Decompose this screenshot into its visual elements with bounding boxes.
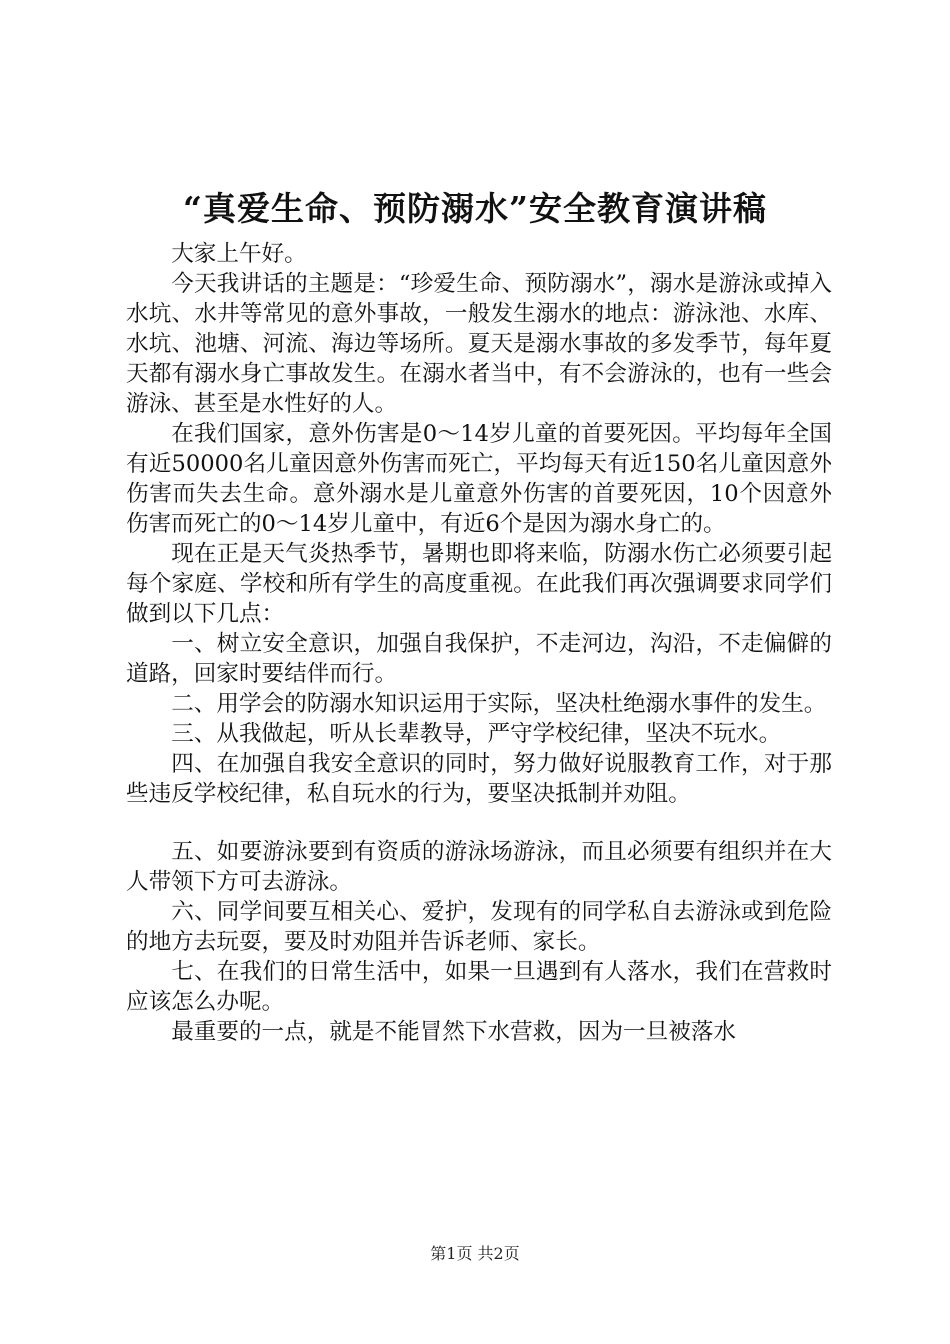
document-title: “真爱生命、预防溺水”安全教育演讲稿	[183, 189, 767, 228]
paragraph-topic: 今天我讲话的主题是：“珍爱生命、预防溺水”，溺水是游泳或掉入水坑、水井等常见的意外事故，一般发生溺水的地点：游泳池、水库、水坑、池塘、河流、海边等场所。夏天是溺水事故的多发季节，每年夏天都有溺水身亡事故发生。在溺水者当中，有不会游泳的，也有一些会游泳、甚至是水性好的人。	[126, 271, 832, 417]
paragraph-point-4: 四、在加强自我安全意识的同时，努力做好说服教育工作，对于那些违反学校纪律，私自玩水的行为，要坚决抵制并劝阻。	[126, 751, 832, 807]
paragraph-season: 现在正是天气炎热季节，暑期也即将来临，防溺水伤亡必须要引起每个家庭、学校和所有学生的高度重视。在此我们再次强调要求同学们做到以下几点：	[126, 541, 832, 627]
paragraph-point-3: 三、从我做起，听从长辈教导，严守学校纪律，坚决不玩水。	[171, 721, 782, 747]
page-footer: 第1页 共2页	[430, 1244, 520, 1263]
paragraph-statistics: 在我们国家，意外伤害是0～14岁儿童的首要死因。平均每年全国有近50000名儿童因意外伤害而死亡，平均每天有近150名儿童因意外伤害而失去生命。意外溺水是儿童意外伤害的首要死因，10个因意外伤害而死亡的0～14岁儿童中，有近6个是因为溺水身亡的。	[126, 421, 832, 537]
paragraph-point-5: 五、如要游泳要到有资质的游泳场游泳，而且必须要有组织并在大人带领下方可去游泳。	[126, 839, 832, 895]
paragraph-point-2: 二、用学会的防溺水知识运用于实际，坚决杜绝溺水事件的发生。	[171, 691, 827, 717]
paragraph-point-6: 六、同学间要互相关心、爱护，发现有的同学私自去游泳或到危险的地方去玩耍，要及时劝阻并告诉老师、家长。	[126, 899, 832, 955]
document-body	[126, 239, 832, 1047]
paragraph-point-1: 一、树立安全意识，加强自我保护，不走河边，沟沿，不走偏僻的道路，回家时要结伴而行。	[126, 631, 832, 687]
paragraph-point-7: 七、在我们的日常生活中，如果一旦遇到有人落水，我们在营救时应该怎么办呢。	[126, 959, 832, 1015]
paragraph-rescue: 最重要的一点，就是不能冒然下水营救，因为一旦被落水	[171, 1019, 737, 1045]
paragraph-greeting: 大家上午好。	[171, 241, 307, 267]
